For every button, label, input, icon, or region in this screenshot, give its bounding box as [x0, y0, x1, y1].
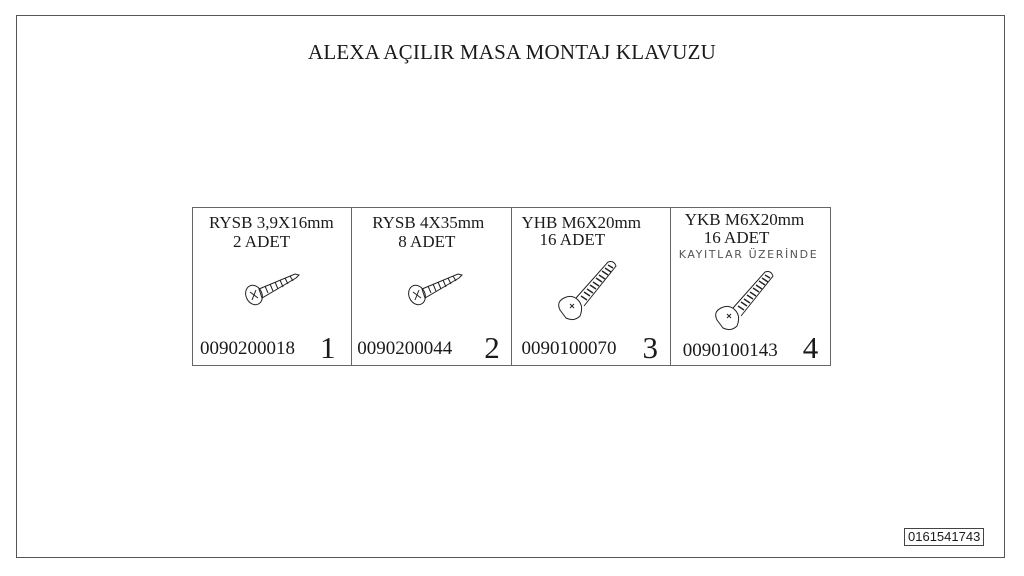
hardware-quantity: 16 ADET [539, 230, 606, 249]
part-code: 0090200018 [200, 338, 295, 359]
hardware-spec: RYSB 4X35mm [372, 213, 485, 232]
machine-bolt-icon [554, 254, 626, 326]
part-index: 2 [484, 330, 500, 365]
page-title: ALEXA AÇILIR MASA MONTAJ KLAVUZU [307, 40, 716, 64]
part-index: 1 [320, 330, 336, 365]
document-number: 0161541743 [904, 528, 984, 546]
wood-screw-icon [237, 262, 309, 314]
hardware-spec: YHB M6X20mm [521, 213, 641, 232]
hardware-table [192, 207, 831, 366]
hardware-cell-2 [352, 208, 511, 365]
hardware-cell-1 [193, 208, 352, 365]
machine-bolt-icon [711, 264, 783, 336]
wood-screw-icon [400, 262, 472, 314]
part-code: 0090100143 [682, 340, 778, 361]
hardware-cell-3 [512, 208, 671, 365]
part-code: 0090100070 [521, 338, 617, 359]
hardware-quantity: 16 ADET [703, 228, 770, 247]
part-code: 0090200044 [357, 338, 453, 359]
mounting-note: KAYITLAR ÜZERİNDE [678, 248, 819, 261]
hardware-spec: RYSB 3,9X16mm [209, 213, 334, 232]
part-index: 4 [802, 330, 819, 365]
hardware-quantity: 2 ADET [233, 232, 291, 251]
hardware-cell-4 [671, 208, 830, 365]
hardware-spec: YKB M6X20mm [684, 210, 805, 229]
part-index: 3 [642, 330, 658, 365]
hardware-quantity: 8 ADET [398, 232, 456, 251]
